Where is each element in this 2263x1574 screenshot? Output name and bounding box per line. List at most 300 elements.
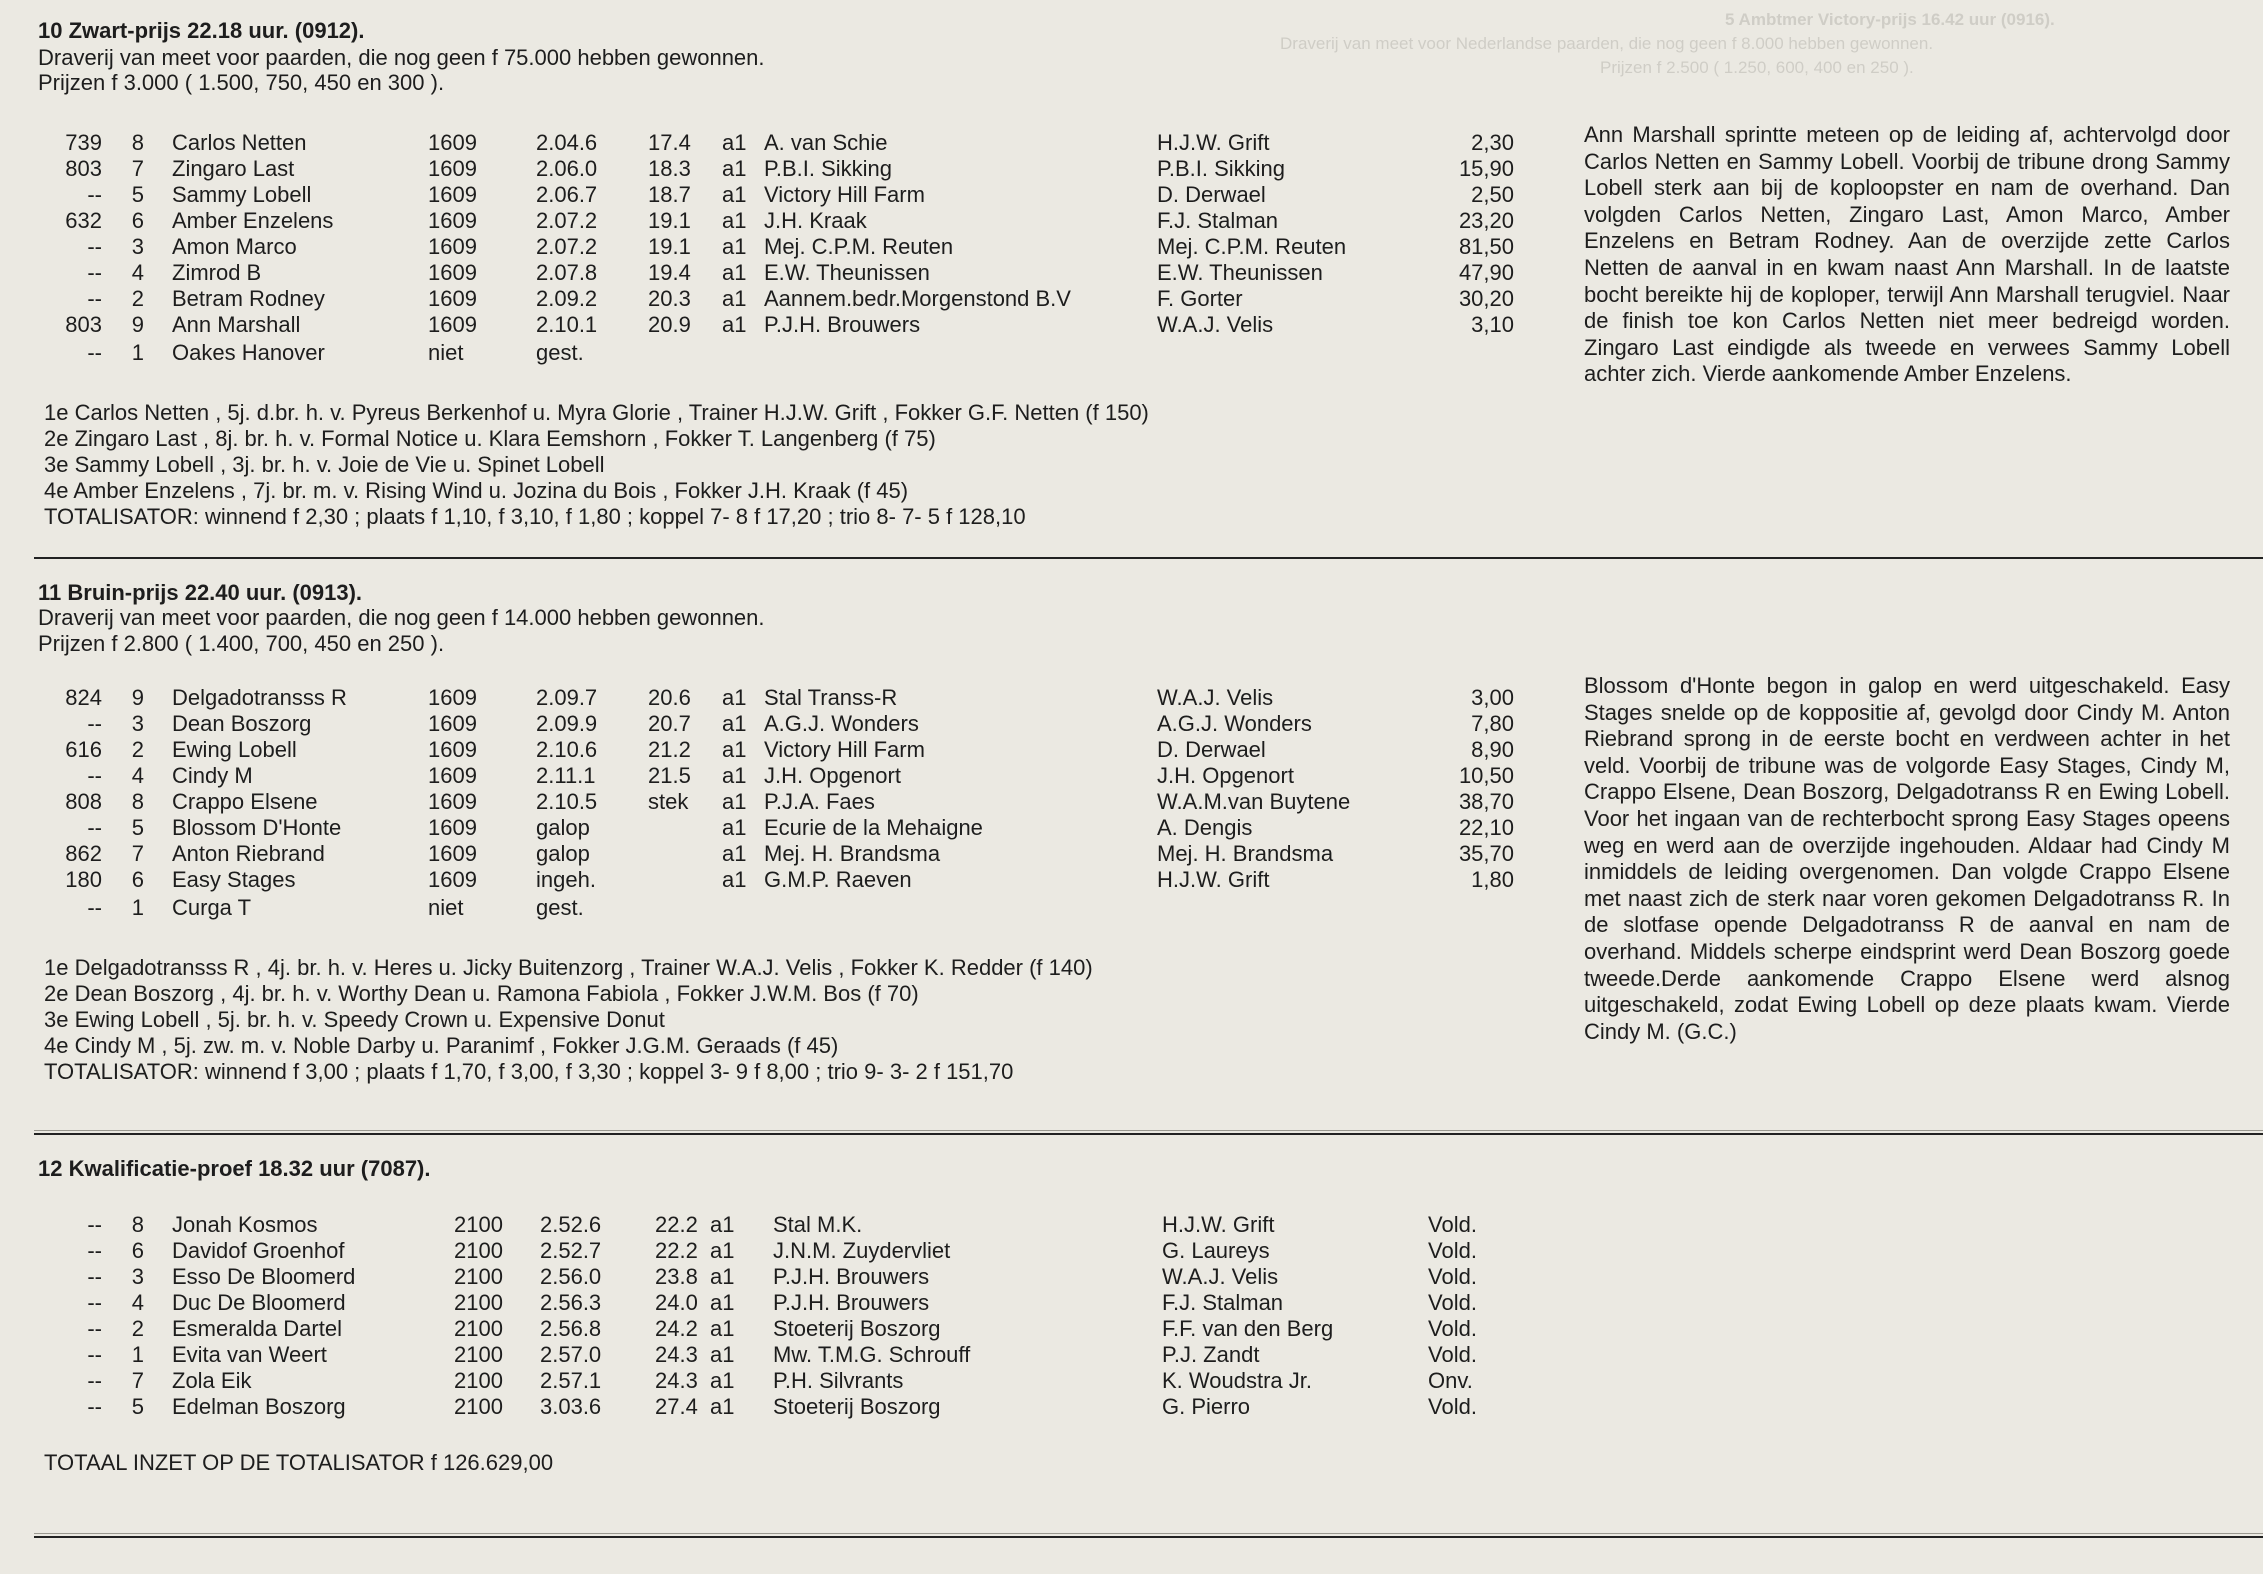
form-code: -- (87, 340, 102, 365)
race-time: 3.03.6 (540, 1394, 602, 1419)
start-number: 9 (131, 685, 144, 710)
form-code: -- (87, 711, 102, 736)
table-row (0, 340, 1580, 366)
race-time: 2.10.1 (536, 312, 598, 337)
start-number: 4 (131, 1290, 144, 1315)
start-number: 5 (131, 1394, 144, 1419)
horse-name: Davidof Groenhof (172, 1238, 345, 1263)
race-time: 2.09.7 (536, 685, 598, 710)
owner: Ecurie de la Mehaigne (764, 815, 983, 840)
mark: a1 (710, 1316, 735, 1341)
driver: W.A.M.van Buytene (1157, 789, 1351, 814)
form-code: -- (87, 1368, 102, 1393)
driver: F.J. Stalman (1157, 208, 1279, 233)
start-number: 7 (131, 1368, 144, 1393)
owner: A.G.J. Wonders (764, 711, 919, 736)
form-code: 632 (65, 208, 102, 233)
horse-name: Crappo Elsene (172, 789, 318, 814)
km-time: 19.1 (648, 234, 691, 259)
mark: a1 (722, 260, 747, 285)
driver: A. Dengis (1157, 815, 1253, 840)
horse-name: Dean Boszorg (172, 711, 312, 736)
form-code: -- (87, 1212, 102, 1237)
race-time: 2.07.2 (536, 208, 598, 233)
km-time: stek (648, 789, 689, 814)
km-time: 20.9 (648, 312, 691, 337)
driver: F. Gorter (1157, 286, 1243, 311)
form-code: 803 (65, 156, 102, 181)
horse-name: Amon Marco (172, 234, 297, 259)
odds: 2,50 (1471, 182, 1514, 207)
table-row (0, 286, 1580, 312)
totalisator-line: TOTALISATOR: winnend f 3,00 ; plaats f 1,70, f 3,00, f 3,30 ; koppel 3- 9 f 8,00 ; trio 9- 3- 2 f 151,70 (44, 1059, 1014, 1084)
start-number: 2 (131, 286, 144, 311)
race-time: galop (536, 841, 590, 866)
form-code: -- (87, 763, 102, 788)
mark: a1 (722, 182, 747, 207)
start-number: 1 (131, 340, 144, 365)
form-code: -- (87, 815, 102, 840)
owner: Victory Hill Farm (764, 182, 925, 207)
distance: 1609 (428, 737, 477, 762)
horse-name: Evita van Weert (172, 1342, 327, 1367)
start-number: 6 (131, 867, 144, 892)
owner: Aannem.bedr.Morgenstond B.V (764, 286, 1071, 311)
km-time: 19.4 (648, 260, 691, 285)
mark: a1 (722, 711, 747, 736)
form-code: -- (87, 260, 102, 285)
driver: G. Laureys (1162, 1238, 1270, 1263)
result-line: 1e Carlos Netten , 5j. d.br. h. v. Pyreus Berkenhof u. Myra Glorie , Trainer H.J.W. Grift , Fokker G.F. Netten (f 150) (44, 400, 1149, 425)
status: Onv. (1428, 1368, 1473, 1393)
distance: 1609 (428, 763, 477, 788)
horse-name: Anton Riebrand (172, 841, 325, 866)
start-number: 8 (131, 1212, 144, 1237)
odds: 22,10 (1458, 815, 1514, 840)
km-time: 18.3 (648, 156, 691, 181)
owner: Stal Transs-R (764, 685, 898, 710)
form-code: 803 (65, 312, 102, 337)
mark: a1 (722, 763, 747, 788)
result-line: 1e Delgadotransss R , 4j. br. h. v. Heres u. Jicky Buitenzorg , Trainer W.A.J. Velis , Fokker K. Redder (f 140) (44, 955, 1093, 980)
mark: a1 (722, 815, 747, 840)
table-row (0, 182, 1580, 208)
table-row (0, 260, 1580, 286)
horse-name: Easy Stages (172, 867, 296, 892)
start-number: 5 (131, 182, 144, 207)
odds: 3,10 (1471, 312, 1514, 337)
mark: a1 (722, 156, 747, 181)
start-number: 4 (131, 260, 144, 285)
driver: W.A.J. Velis (1157, 312, 1274, 337)
table-row (0, 1290, 1580, 1316)
driver: G. Pierro (1162, 1394, 1251, 1419)
driver: D. Derwael (1157, 737, 1266, 762)
horse-name: Zimrod B (172, 260, 262, 285)
driver: W.A.J. Velis (1162, 1264, 1279, 1289)
odds: 30,20 (1458, 286, 1514, 311)
odds: 81,50 (1458, 234, 1514, 259)
form-code: -- (87, 1290, 102, 1315)
odds: 2,30 (1471, 130, 1514, 155)
bleed-through-text: Draverij van meet voor Nederlandse paarden, die nog geen f 8.000 hebben gewonnen. (1280, 34, 1934, 53)
form-code: 862 (65, 841, 102, 866)
result-line: 3e Sammy Lobell , 3j. br. h. v. Joie de Vie u. Spinet Lobell (44, 452, 605, 477)
mark: a1 (722, 312, 747, 337)
mark: a1 (710, 1238, 735, 1263)
race-description: Draverij van meet voor paarden, die nog geen f 14.000 hebben gewonnen. (38, 605, 765, 630)
km-time: 17.4 (648, 130, 691, 155)
start-number: 7 (131, 156, 144, 181)
result-line: 3e Ewing Lobell , 5j. br. h. v. Speedy Crown u. Expensive Donut (44, 1007, 665, 1032)
table-row (0, 685, 1580, 711)
status: Vold. (1428, 1264, 1477, 1289)
km-time: 20.6 (648, 685, 691, 710)
distance: 2100 (454, 1394, 503, 1419)
form-code: -- (87, 286, 102, 311)
mark: a1 (710, 1368, 735, 1393)
horse-name: Amber Enzelens (172, 208, 334, 233)
km-time: 22.2 (655, 1238, 698, 1263)
race-title: 10 Zwart-prijs 22.18 uur. (0912). (38, 18, 365, 43)
race-time: galop (536, 815, 590, 840)
distance: 2100 (454, 1316, 503, 1341)
mark: a1 (722, 208, 747, 233)
distance: 1609 (428, 234, 477, 259)
distance: 2100 (454, 1212, 503, 1237)
driver: H.J.W. Grift (1157, 867, 1270, 892)
form-code: -- (87, 1238, 102, 1263)
distance: 2100 (454, 1238, 503, 1263)
odds: 1,80 (1471, 867, 1514, 892)
race-time: 2.52.6 (540, 1212, 602, 1237)
start-number: 1 (131, 895, 144, 920)
mark: a1 (710, 1264, 735, 1289)
odds: 23,20 (1458, 208, 1514, 233)
owner: A. van Schie (764, 130, 888, 155)
horse-name: Betram Rodney (172, 286, 325, 311)
table-row (0, 1238, 1580, 1264)
table-row (0, 1394, 1580, 1420)
owner: P.J.H. Brouwers (773, 1264, 930, 1289)
status: Vold. (1428, 1238, 1477, 1263)
distance: 1609 (428, 208, 477, 233)
odds: 47,90 (1458, 260, 1514, 285)
race-title: 12 Kwalificatie-proef 18.32 uur (7087). (38, 1156, 431, 1181)
horse-name: Curga T (172, 895, 252, 920)
race-time: 2.57.1 (540, 1368, 602, 1393)
bleed-through-text: Prijzen f 2.500 ( 1.250, 600, 400 en 250 ). (1600, 58, 1914, 77)
owner: P.B.I. Sikking (764, 156, 892, 181)
start-number: 8 (131, 130, 144, 155)
km-time: 18.7 (648, 182, 691, 207)
race-report: Blossom d'Honte begon in galop en werd uitgeschakeld. Easy Stages snelde op de koppositie af, gevolgd door Cindy M. Anton Riebrand sprong in de eerste bocht en verdween achter in het veld. Voorbij de tribune was de volgorde Easy Stages, Cindy M, Crappo Elsene, Dean Boszorg, Delgadotranss R en Ewing Lobell. Voor het ingaan van de rechterbocht sprong Easy Stages opeens weg en werd aan de overzijde ingehouden. Aldaar had Cindy M inmiddels de leiding overgenomen. Dan volgde Crappo Elsene met naast zich de sterk naar voren gekomen Delgadotranss R. In de slotfase opende Delgadotranss R de aanval en nam de overhand. Middels scherpe eindsprint werd Dean Boszorg goede tweede.Derde aankomende Crappo Elsene werd alsnog uitgeschakeld, zodat Ewing Lobell op deze plaats kwam. Vierde Cindy M. (G.C.) (1584, 673, 2230, 1044)
status: Vold. (1428, 1212, 1477, 1237)
mark: a1 (710, 1342, 735, 1367)
form-code: 180 (65, 867, 102, 892)
start-number: 9 (131, 312, 144, 337)
start-number: 6 (131, 208, 144, 233)
start-number: 7 (131, 841, 144, 866)
odds: 7,80 (1471, 711, 1514, 736)
form-code: 824 (65, 685, 102, 710)
start-number: 3 (131, 234, 144, 259)
start-number: 3 (131, 711, 144, 736)
owner: G.M.P. Raeven (764, 867, 912, 892)
owner: P.J.H. Brouwers (773, 1290, 930, 1315)
start-number: 5 (131, 815, 144, 840)
race-time: 2.07.2 (536, 234, 598, 259)
result-line: 2e Dean Boszorg , 4j. br. h. v. Worthy Dean u. Ramona Fabiola , Fokker J.W.M. Bos (f 70) (44, 981, 919, 1006)
odds: 3,00 (1471, 685, 1514, 710)
section-divider (34, 557, 2263, 559)
owner: P.J.A. Faes (764, 789, 875, 814)
driver: E.W. Theunissen (1157, 260, 1323, 285)
race-time: 2.10.6 (536, 737, 598, 762)
form-code: -- (87, 1394, 102, 1419)
status: Vold. (1428, 1290, 1477, 1315)
table-row (0, 711, 1580, 737)
mark: a1 (710, 1212, 735, 1237)
owner: P.H. Silvrants (773, 1368, 904, 1393)
driver: P.B.I. Sikking (1157, 156, 1285, 181)
odds: 38,70 (1458, 789, 1514, 814)
race-time: 2.09.2 (536, 286, 598, 311)
odds: 35,70 (1458, 841, 1514, 866)
owner: P.J.H. Brouwers (764, 312, 921, 337)
odds: 15,90 (1458, 156, 1514, 181)
mark: a1 (722, 286, 747, 311)
driver: F.J. Stalman (1162, 1290, 1284, 1315)
horse-name: Ewing Lobell (172, 737, 297, 762)
race-time: 2.52.7 (540, 1238, 602, 1263)
bleed-through-text: 5 Ambtmer Victory-prijs 16.42 uur (0916). (1725, 10, 2055, 29)
distance: 2100 (454, 1342, 503, 1367)
owner: Stal M.K. (773, 1212, 863, 1237)
distance: 1609 (428, 156, 477, 181)
table-row (0, 867, 1580, 893)
horse-name: Delgadotransss R (172, 685, 347, 710)
race-time: 2.04.6 (536, 130, 598, 155)
km-time: 21.5 (648, 763, 691, 788)
table-row (0, 895, 1580, 921)
mark: a1 (722, 685, 747, 710)
race-prizes: Prijzen f 2.800 ( 1.400, 700, 450 en 250 ). (38, 631, 445, 656)
mark: a1 (722, 234, 747, 259)
table-row (0, 208, 1580, 234)
distance: 1609 (428, 286, 477, 311)
race-time: 2.56.8 (540, 1316, 602, 1341)
form-code: -- (87, 895, 102, 920)
section-divider (34, 1130, 2263, 1131)
mark: a1 (710, 1290, 735, 1315)
km-time: 24.3 (655, 1342, 698, 1367)
race-prizes: Prijzen f 3.000 ( 1.500, 750, 450 en 300 ). (38, 70, 445, 95)
form-code: -- (87, 1264, 102, 1289)
form-code: -- (87, 182, 102, 207)
form-code: 739 (65, 130, 102, 155)
race-description: Draverij van meet voor paarden, die nog geen f 75.000 hebben gewonnen. (38, 45, 765, 70)
driver: A.G.J. Wonders (1157, 711, 1312, 736)
race-time: 2.09.9 (536, 711, 598, 736)
driver: Mej. C.P.M. Reuten (1157, 234, 1347, 259)
km-time: 24.2 (655, 1316, 698, 1341)
form-code: -- (87, 234, 102, 259)
status: Vold. (1428, 1316, 1477, 1341)
race-time: 2.10.5 (536, 789, 598, 814)
start-number: 4 (131, 763, 144, 788)
distance: 1609 (428, 182, 477, 207)
start-number: 2 (131, 1316, 144, 1341)
race-time: 2.06.0 (536, 156, 598, 181)
horse-name: Ann Marshall (172, 312, 301, 337)
driver: K. Woudstra Jr. (1162, 1368, 1312, 1393)
race-time: gest. (536, 895, 584, 920)
result-line: 4e Amber Enzelens , 7j. br. m. v. Rising Wind u. Jozina du Bois , Fokker J.H. Kraak (f 45) (44, 478, 909, 503)
mark: a1 (722, 789, 747, 814)
km-time: 21.2 (648, 737, 691, 762)
horse-name: Esmeralda Dartel (172, 1316, 342, 1341)
table-row (0, 1264, 1580, 1290)
distance: 2100 (454, 1290, 503, 1315)
table-row (0, 841, 1580, 867)
owner: J.H. Opgenort (764, 763, 901, 788)
horse-name: Esso De Bloomerd (172, 1264, 356, 1289)
totalisator-line: TOTALISATOR: winnend f 2,30 ; plaats f 1,10, f 3,10, f 1,80 ; koppel 7- 8 f 17,20 ; trio 8- 7- 5 f 128,10 (44, 504, 1026, 529)
table-row (0, 763, 1580, 789)
table-row (0, 737, 1580, 763)
form-code: -- (87, 1316, 102, 1341)
distance: 1609 (428, 685, 477, 710)
km-time: 24.0 (655, 1290, 698, 1315)
km-time: 20.7 (648, 711, 691, 736)
distance: 2100 (454, 1264, 503, 1289)
horse-name: Carlos Netten (172, 130, 307, 155)
race-time: 2.56.3 (540, 1290, 602, 1315)
owner: J.H. Kraak (764, 208, 867, 233)
mark: a1 (710, 1394, 735, 1419)
table-row (0, 1342, 1580, 1368)
distance: 1609 (428, 841, 477, 866)
horse-name: Zola Eik (172, 1368, 252, 1393)
section-divider (34, 1533, 2263, 1534)
horse-name: Sammy Lobell (172, 182, 312, 207)
driver: D. Derwael (1157, 182, 1266, 207)
race-time: 2.57.0 (540, 1342, 602, 1367)
table-row (0, 815, 1580, 841)
km-time: 19.1 (648, 208, 691, 233)
table-row (0, 1368, 1580, 1394)
distance: niet (428, 895, 464, 920)
horse-name: Duc De Bloomerd (172, 1290, 346, 1315)
horse-name: Cindy M (172, 763, 253, 788)
section-divider (34, 1133, 2263, 1135)
distance: 1609 (428, 789, 477, 814)
race-time: 2.56.0 (540, 1264, 602, 1289)
owner: J.N.M. Zuydervliet (773, 1238, 951, 1263)
race-time: gest. (536, 340, 584, 365)
km-time: 23.8 (655, 1264, 698, 1289)
mark: a1 (722, 867, 747, 892)
horse-name: Oakes Hanover (172, 340, 325, 365)
odds: 10,50 (1458, 763, 1514, 788)
distance: 1609 (428, 260, 477, 285)
start-number: 8 (131, 789, 144, 814)
odds: 8,90 (1471, 737, 1514, 762)
distance: 1609 (428, 312, 477, 337)
distance: niet (428, 340, 464, 365)
horse-name: Jonah Kosmos (172, 1212, 318, 1237)
driver: P.J. Zandt (1162, 1342, 1260, 1367)
race-time: 2.06.7 (536, 182, 598, 207)
start-number: 6 (131, 1238, 144, 1263)
race-time: 2.11.1 (536, 763, 596, 788)
driver: Mej. H. Brandsma (1157, 841, 1334, 866)
table-row (0, 789, 1580, 815)
form-code: 808 (65, 789, 102, 814)
table-row (0, 234, 1580, 260)
start-number: 3 (131, 1264, 144, 1289)
horse-name: Blossom D'Honte (172, 815, 342, 840)
mark: a1 (722, 737, 747, 762)
mark: a1 (722, 130, 747, 155)
result-line: 2e Zingaro Last , 8j. br. h. v. Formal Notice u. Klara Eemshorn , Fokker T. Langenberg (f 75) (44, 426, 936, 451)
status: Vold. (1428, 1394, 1477, 1419)
owner: Mej. C.P.M. Reuten (764, 234, 954, 259)
distance: 1609 (428, 815, 477, 840)
result-line: 4e Cindy M , 5j. zw. m. v. Noble Darby u. Paranimf , Fokker J.G.M. Geraads (f 45) (44, 1033, 839, 1058)
owner: Victory Hill Farm (764, 737, 925, 762)
mark: a1 (722, 841, 747, 866)
race-report: Ann Marshall sprintte meteen op de leiding af, achtervolgd door Carlos Netten en Sammy Lobell. Voorbij de tribune drong Sammy Lobell sterk aan bij de koploopster en nam de overhand. Dan volgden Carlos Netten, Zingaro Last, Amon Marco, Amber Enzelens en Betram Rodney. Aan de overzijde zette Carlos Netten de aanval in en kwam naast Ann Marshall. In de laatste bocht bereikte hij de koploper, terwijl Ann Marshall terugviel. Naar de finish toe kon Carlos Netten niet meer bedreigd worden. Zingaro Last eindigde als tweede en verwees Sammy Lobell achter zich. Vierde aankomende Amber Enzelens. (1584, 122, 2230, 387)
table-row (0, 312, 1580, 338)
horse-name: Zingaro Last (172, 156, 295, 181)
table-row (0, 1212, 1580, 1238)
table-row (0, 1316, 1580, 1342)
form-code: 616 (65, 737, 102, 762)
km-time: 27.4 (655, 1394, 698, 1419)
driver: H.J.W. Grift (1157, 130, 1270, 155)
race-title: 11 Bruin-prijs 22.40 uur. (0913). (38, 580, 363, 605)
owner: Mw. T.M.G. Schrouff (773, 1342, 971, 1367)
driver: F.F. van den Berg (1162, 1316, 1334, 1341)
table-row (0, 130, 1580, 156)
distance: 1609 (428, 130, 477, 155)
km-time: 20.3 (648, 286, 691, 311)
owner: Stoeterij Boszorg (773, 1394, 941, 1419)
driver: J.H. Opgenort (1157, 763, 1294, 788)
form-code: -- (87, 1342, 102, 1367)
horse-name: Edelman Boszorg (172, 1394, 346, 1419)
km-time: 24.3 (655, 1368, 698, 1393)
owner: E.W. Theunissen (764, 260, 930, 285)
owner: Mej. H. Brandsma (764, 841, 941, 866)
section-divider (34, 1536, 2263, 1538)
driver: W.A.J. Velis (1157, 685, 1274, 710)
distance: 1609 (428, 711, 477, 736)
km-time: 22.2 (655, 1212, 698, 1237)
driver: H.J.W. Grift (1162, 1212, 1275, 1237)
totalisator-total: TOTAAL INZET OP DE TOTALISATOR f 126.629,00 (44, 1450, 554, 1475)
start-number: 1 (131, 1342, 144, 1367)
table-row (0, 156, 1580, 182)
start-number: 2 (131, 737, 144, 762)
race-time: ingeh. (536, 867, 596, 892)
status: Vold. (1428, 1342, 1477, 1367)
race-time: 2.07.8 (536, 260, 598, 285)
owner: Stoeterij Boszorg (773, 1316, 941, 1341)
distance: 1609 (428, 867, 477, 892)
